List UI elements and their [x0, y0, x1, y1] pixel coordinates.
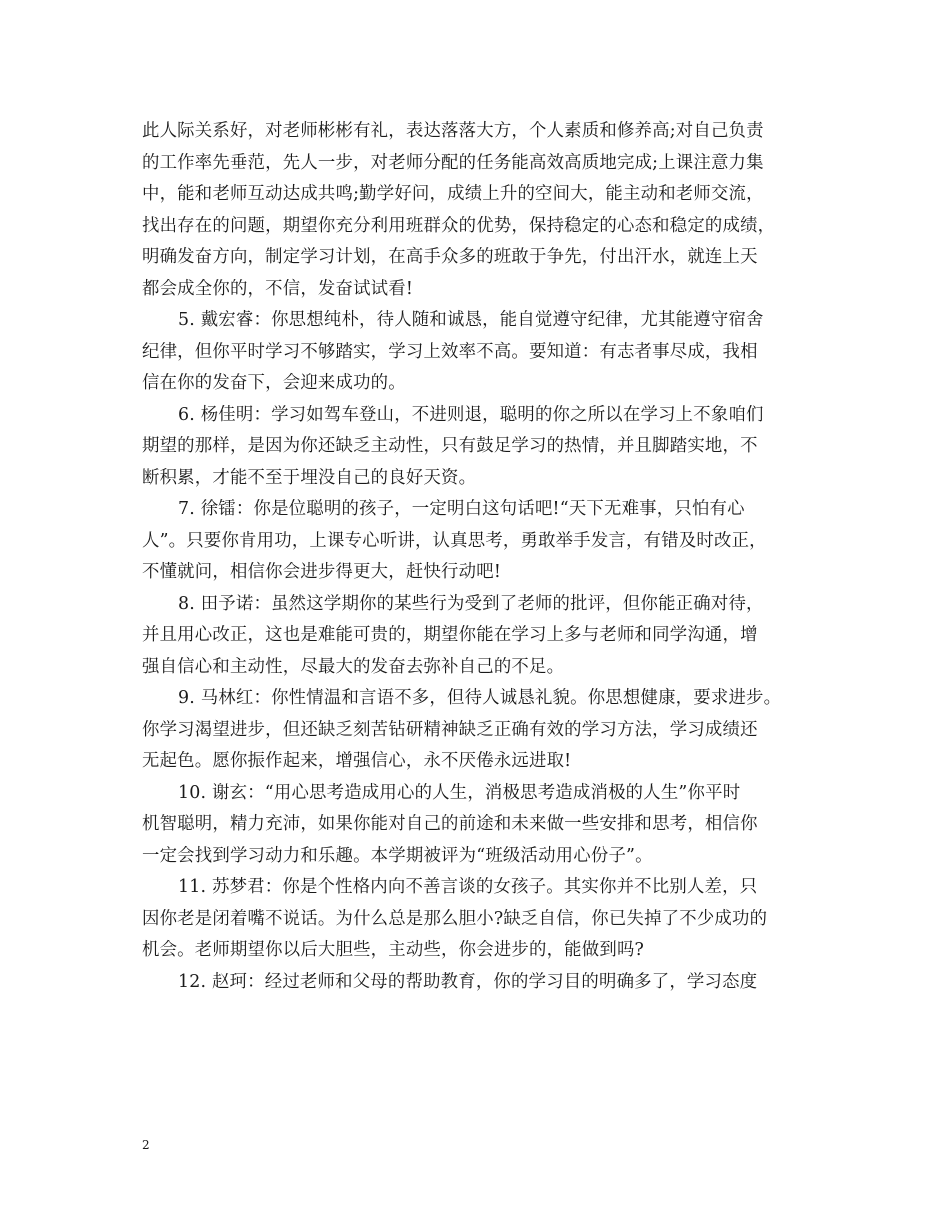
- document-body: [142, 116, 822, 998]
- comment-item-9: 9. 马林红：你性情温和言语不多，但待人诚恳礼貌。你思想健康，要求进步。: [178, 688, 782, 708]
- text-line: 你学习渴望进步，但还缺乏刻苦钻研精神缺乏正确有效的学习方法，学习成绩还: [142, 719, 758, 740]
- page-number: 2: [142, 1138, 150, 1152]
- text-line: 找出存在的问题，期望你充分利用班群众的优势，保持稳定的心态和稳定的成绩，: [142, 215, 776, 236]
- text-line: 期望的那样，是因为你还缺乏主动性，只有鼓足学习的热情，并且脚踏实地，不: [142, 436, 758, 456]
- text-line: 强自信心和主动性，尽最大的发奋去弥补自己的不足。: [142, 656, 565, 677]
- text-line: 中，能和老师互动达成共鸣;勤学好问，成绩上升的空间大，能主动和老师交流，: [142, 184, 764, 204]
- text-line: 都会成全你的，不信，发奋试试看!: [142, 278, 414, 299]
- comment-item-5: 5. 戴宏睿：你思想纯朴，待人随和诚恳，能自觉遵守纪律，尤其能遵守宿舍: [178, 310, 764, 330]
- comment-item-11: 11. 苏梦君：你是个性格内向不善言谈的女孩子。其实你并不比别人差，只: [178, 877, 758, 897]
- text-line: 信在你的发奋下，会迎来成功的。: [142, 373, 406, 393]
- text-line: 的工作率先垂范，先人一步，对老师分配的任务能高效高质地完成;上课注意力集: [142, 152, 764, 173]
- text-line: 并且用心改正，这也是难能可贵的，期望你能在学习上多与老师和同学沟通，增: [142, 625, 758, 645]
- text-line: 此人际关系好，对老师彬彬有礼，表达落落大方，个人素质和修养高;对自己负责: [142, 121, 764, 141]
- text-line: 断积累，才能不至于埋没自己的良好天资。: [142, 467, 477, 488]
- text-line: 机智聪明，精力充沛，如果你能对自己的前途和未来做一些安排和思考，相信你: [142, 814, 758, 834]
- text-line: 机会。老师期望你以后大胆些，主动些，你会进步的，能做到吗?: [142, 940, 645, 960]
- text-line: 一定会找到学习动力和乐趣。本学期被评为“班级活动用心份子”。: [142, 845, 653, 866]
- text-line: 纪律，但你平时学习不够踏实，学习上效率不高。要知道：有志者事尽成，我相: [142, 341, 758, 362]
- text-line: 不懂就问，相信你会进步得更大，赶快行动吧!: [142, 562, 502, 582]
- comment-item-12: 12. 赵珂：经过老师和父母的帮助教育，你的学习目的明确多了，学习态度: [178, 971, 758, 992]
- text-line: 无起色。愿你振作起来，增强信心，永不厌倦永远进取!: [142, 751, 572, 771]
- comment-item-7: 7. 徐镭：你是位聪明的孩子，一定明白这句话吧!“天下无难事，只怕有心: [178, 499, 745, 519]
- comment-item-6: 6. 杨佳明：学习如驾车登山，不进则退，聪明的你之所以在学习上不象咱们: [178, 404, 764, 425]
- text-line: 因你老是闭着嘴不说话。为什么总是那么胆小?缺乏自信，你已失掉了不少成功的: [142, 908, 768, 929]
- text-line: 明确发奋方向，制定学习计划，在高手众多的班敢于争先，付出汗水，就连上天: [142, 247, 758, 267]
- text-line: 人”。只要你肯用功，上课专心听讲，认真思考，勇敢举手发言，有错及时改正，: [142, 530, 767, 551]
- comment-item-10: 10. 谢玄：“用心思考造成用心的人生，消极思考造成消极的人生”你平时: [178, 782, 741, 803]
- comment-item-8: 8. 田予诺：虽然这学期你的某些行为受到了老师的批评，但你能正确对待，: [178, 593, 764, 614]
